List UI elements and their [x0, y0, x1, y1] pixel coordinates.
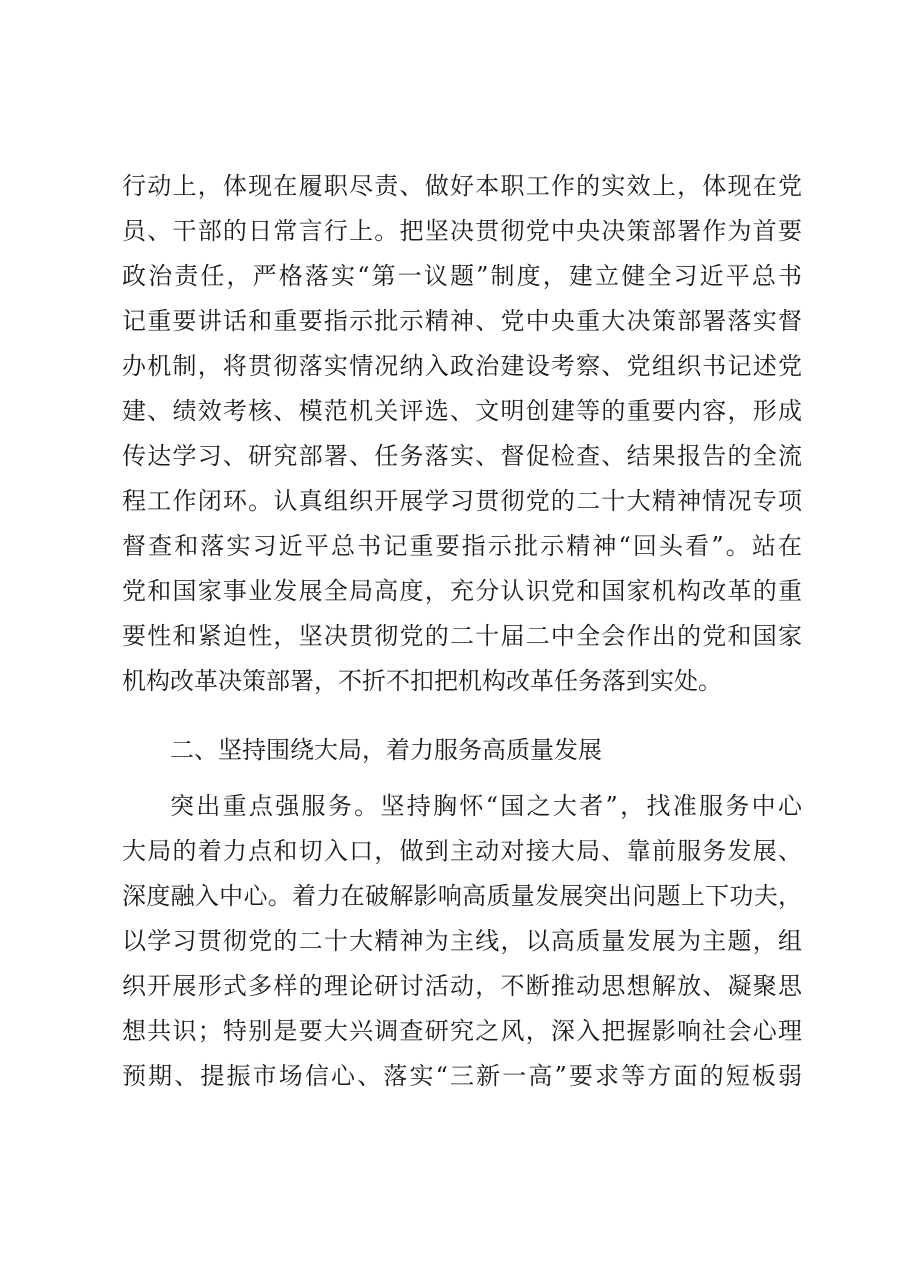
body-text-line: 深度融入中心。着力在破解影响高质量发展突出问题上下功夫，	[122, 882, 802, 910]
body-text-line: 突出重点强服务。坚持胸怀“国之大者”，找准服务中心	[170, 792, 802, 820]
body-text-line: 机构改革决策部署，不折不扣把机构改革任务落到实处。	[122, 667, 722, 695]
body-text-line: 行动上，体现在履职尽责、做好本职工作的实效上，体现在党	[122, 172, 802, 200]
body-text-line: 大局的着力点和切入口，做到主动对接大局、靠前服务发展、	[122, 837, 802, 865]
body-text-line: 党和国家事业发展全局高度，充分认识党和国家机构改革的重	[122, 577, 802, 605]
body-text-line: 预期、提振市场信心、落实“三新一高”要求等方面的短板弱	[122, 1062, 802, 1090]
body-text-line: 建、绩效考核、模范机关评选、文明创建等的重要内容，形成	[122, 397, 802, 425]
body-text-line: 员、干部的日常言行上。把坚决贯彻党中央决策部署作为首要	[122, 217, 802, 245]
body-text-line: 记重要讲话和重要指示批示精神、党中央重大决策部署落实督	[122, 307, 802, 335]
body-text-line: 办机制，将贯彻落实情况纳入政治建设考察、党组织书记述党	[122, 352, 802, 380]
body-text-line: 想共识；特别是要大兴调查研究之风，深入把握影响社会心理	[122, 1017, 802, 1045]
section-heading: 二、坚持围绕大局，着力服务高质量发展	[170, 736, 602, 764]
body-text-line: 程工作闭环。认真组织开展学习贯彻党的二十大精神情况专项	[122, 487, 802, 515]
body-text-line: 织开展形式多样的理论研讨活动，不断推动思想解放、凝聚思	[122, 972, 802, 1000]
body-text-line: 以学习贯彻党的二十大精神为主线，以高质量发展为主题，组	[122, 927, 802, 955]
body-text-line: 督查和落实习近平总书记重要指示批示精神“回头看”。站在	[122, 532, 802, 560]
body-text-line: 传达学习、研究部署、任务落实、督促检查、结果报告的全流	[122, 442, 802, 470]
body-text-line: 政治责任，严格落实“第一议题”制度，建立健全习近平总书	[122, 262, 802, 290]
body-text-line: 要性和紧迫性，坚决贯彻党的二十届二中全会作出的党和国家	[122, 622, 802, 650]
